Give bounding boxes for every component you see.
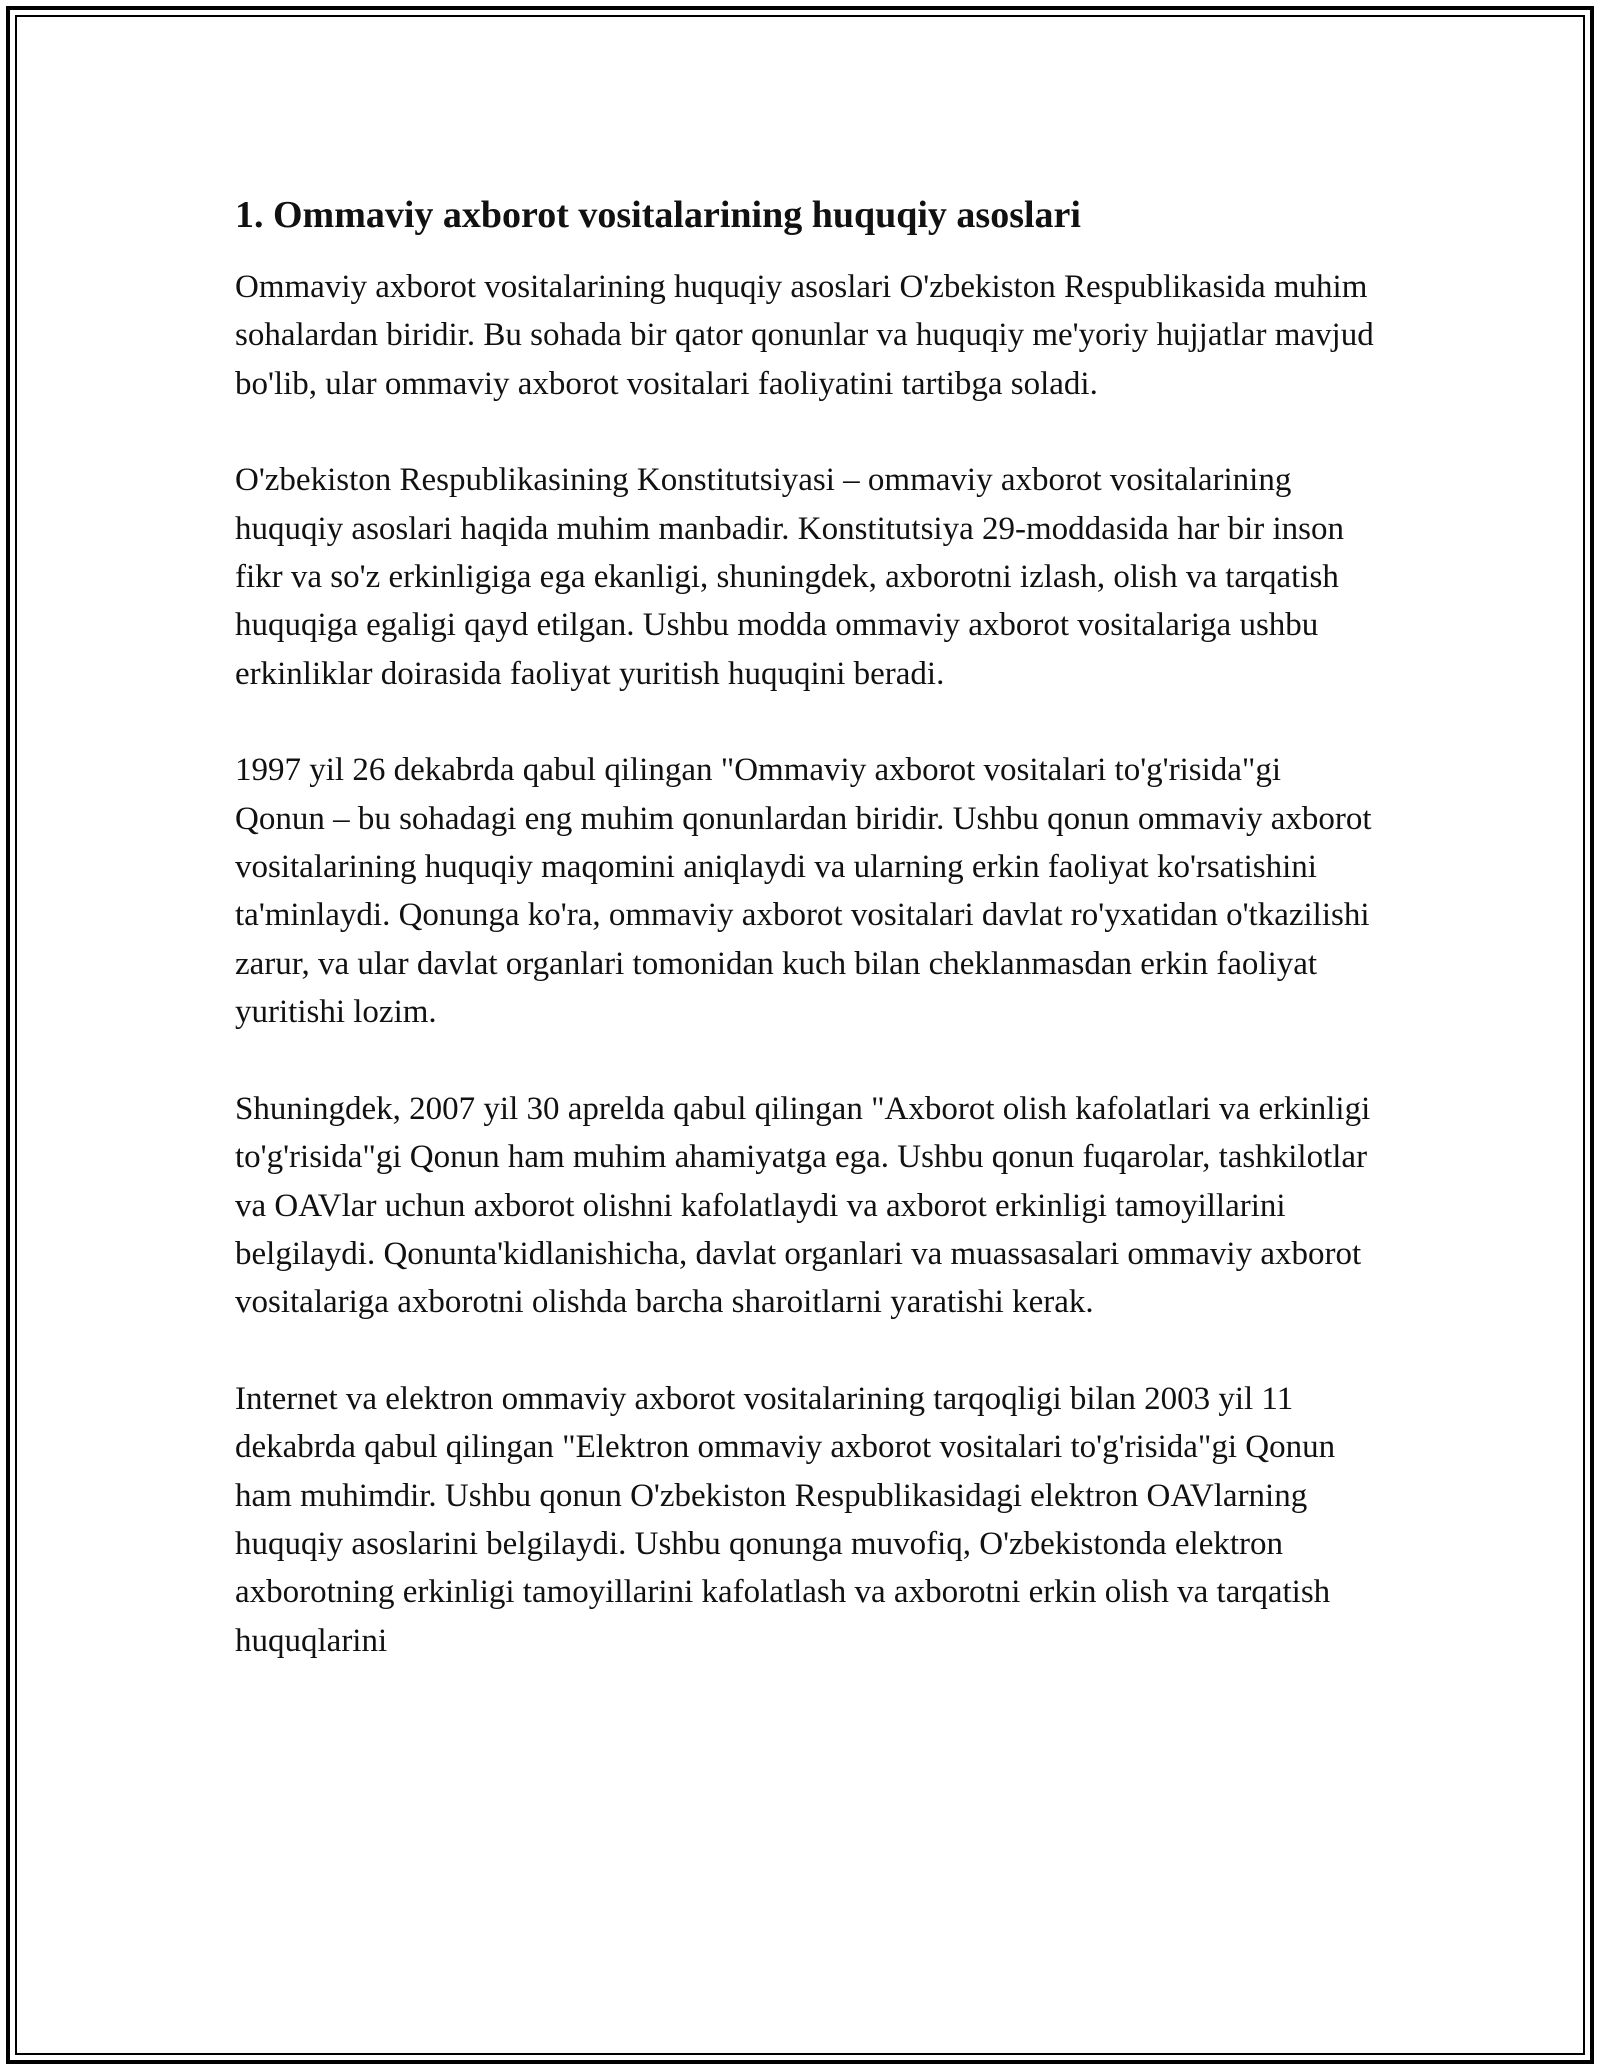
paragraph-4: Shuningdek, 2007 yil 30 aprelda qabul qilingan "Axborot olish kafolatlari va erkinligi to'g'risida"gi Qonun ham muhim ahamiyatga ega. Ushbu qonun fuqarolar, tashkilotlar va OAVlar uchun axborot olishni kafolatlaydi va axborot erkinligi tamoyillarini belgilaydi. Qonunta'kidlanishicha, davlat organlari va muassasalari ommaviy axborot vositalariga axborotni olishda barcha sharoitlarni yaratishi kerak. [235,1090,1371,1321]
section-heading: 1. Ommaviy axborot vositalarining huquqiy asoslari [235,194,1081,236]
paragraph-1: Ommaviy axborot vositalarining huquqiy asoslari O'zbekiston Respublikasida muhim sohalardan biridir. Bu sohada bir qator qonunlar va huquqiy me'yoriy hujjatlar mavjud bo'lib, ular ommaviy axborot vositalari faoliyatini tartibga soladi. [235,269,1374,402]
document-body [235,187,1375,1713]
paragraph-3: 1997 yil 26 dekabrda qabul qilingan "Ommaviy axborot vositalari to'g'risida"gi Qonun – bu sohadagi eng muhim qonunlardan biridir. Ushbu qonun ommaviy axborot vositalarining huquqiy maqomini aniqlaydi va ularning erkin faoliyat ko'rsatishini ta'minlaydi. Qonunga ko'ra, ommaviy axborot vositalari davlat ro'yxatidan o'tkazilishi zarur, va ular davlat organlari tomonidan kuch bilan cheklanmasdan erkin faoliyat yuritishi lozim. [235,752,1372,1031]
paragraph-5: Internet va elektron ommaviy axborot vositalarining tarqoqligi bilan 2003 yil 11 dekabrda qabul qilingan "Elektron ommaviy axborot vositalari to'g'risida"gi Qonun ham muhimdir. Ushbu qonun O'zbekiston Respublikasidagi elektron OAVlarning huquqiy asoslarini belgilaydi. Ushbu qonunga muvofiq, O'zbekistonda elektron axborotning erkinligi tamoyillarini kafolatlash va axborotni erkin olish va tarqatish huquqlarini [235,1380,1336,1659]
paragraph-2: O'zbekiston Respublikasining Konstitutsiyasi – ommaviy axborot vositalarining huquqiy asoslari haqida muhim manbadir. Konstitutsiya 29-moddasida har bir inson fikr va so'z erkinligiga ega ekanligi, shuningdek, axborotni izlash, olish va tarqatish huquqiga egaligi qayd etilgan. Ushbu modda ommaviy axborot vositalariga ushbu erkinliklar doirasida faoliyat yuritish huquqini beradi. [235,462,1345,692]
